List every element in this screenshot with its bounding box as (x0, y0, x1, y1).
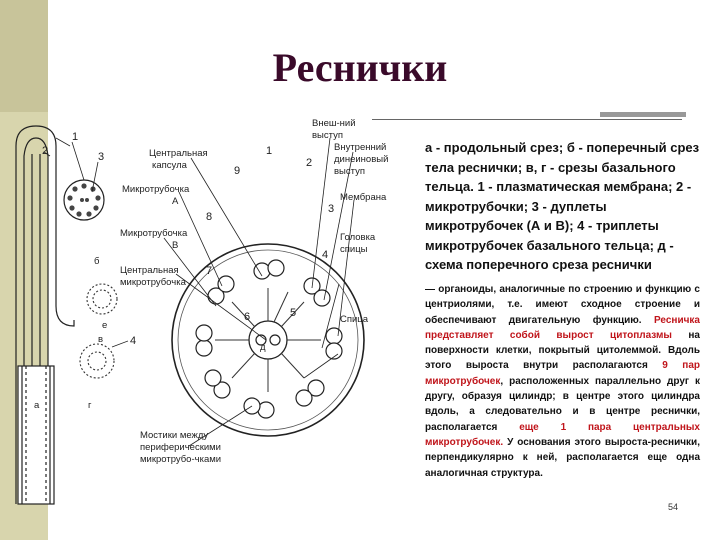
num-ring-1: 1 (266, 145, 273, 157)
cilium-diagram (4, 116, 402, 520)
label-central-microtubule-1: Центральная (120, 265, 179, 276)
figure-caption: а - продольный срез; б - поперечный срез тела реснички; в, г - срезы базального тельца. 1 - плазматическая мембрана; 2 - микротрубочки; 3 - дуплеты микротрубочек (А и В); 4 - триплеты микротрубочек базального тельца; д - схема поперечного среза реснички (425, 140, 700, 272)
num-ring-2: 2 (306, 157, 313, 169)
num-ring-3: 3 (328, 203, 335, 215)
num-2: 2 (42, 145, 49, 157)
slide-title: Реснички (272, 45, 448, 90)
description-text-2: на поверхности клетки, покрытый цитолеммой. Вдоль этого выроста внутри располагаются (425, 329, 700, 372)
label-bridges-3: микротрубо-чками (140, 454, 222, 465)
description-highlight-1: Ресничка представляет собой вырост цитоплазмы (425, 314, 700, 341)
label-inner-arm-3: выступ (334, 166, 365, 177)
letter-b: б (94, 256, 100, 267)
num-ring-8: 8 (206, 211, 213, 223)
label-spoke-head-1: Головка (340, 232, 376, 243)
letter-g: г (88, 400, 92, 411)
leader-1 (56, 138, 70, 146)
num-ring-5: 5 (290, 307, 297, 319)
cross-section-g (80, 344, 114, 378)
letter-a: а (34, 400, 40, 411)
label-outer-arm-1: Внеш-ний (312, 118, 356, 129)
num-ring-4: 4 (322, 249, 329, 261)
label-bridges-2: периферическими (140, 442, 221, 453)
title-divider-line (372, 119, 682, 120)
label-central-capsule-1: Центральная (149, 148, 208, 159)
longitudinal-section (16, 126, 74, 504)
description-paragraph (425, 282, 700, 481)
page-number: 54 (668, 502, 679, 512)
label-inner-arm-1: Внутренний (334, 142, 387, 153)
label-central-capsule-2: капсула (152, 160, 187, 171)
num-ring-9: 9 (234, 165, 241, 177)
label-microtubule-a-1: Микротрубочка (122, 184, 190, 195)
letter-e: е (102, 320, 108, 331)
letter-d: д (260, 342, 266, 353)
leader-1b (72, 142, 84, 180)
description-highlight-2: 9 пар микротрубочек (425, 360, 700, 387)
description-highlight-3: еще 1 пара центральных микротрубочек. (425, 421, 700, 448)
num-3: 3 (98, 151, 105, 163)
letter-v: в (98, 334, 104, 345)
label-spoke-head-2: спицы (340, 244, 368, 255)
leader-4 (112, 341, 128, 347)
cross-section-v (87, 284, 117, 314)
label-microtubule-b-2: В (172, 240, 179, 251)
label-outer-arm-2: выступ (312, 130, 343, 141)
label-spoke: Спица (340, 314, 369, 325)
label-inner-arm-2: динеиновый (334, 154, 389, 165)
num-4: 4 (130, 335, 137, 347)
description-text-3: , расположенных параллельно друг к другу, образуя цилиндр; в центре этого цилиндра вдоль, а следовательно и в центре реснички, располагается (425, 375, 700, 433)
cross-section-b (64, 180, 104, 220)
cross-section-d (172, 244, 364, 436)
label-microtubule-a-2: А (172, 196, 179, 207)
label-membrane: Мембрана (340, 192, 387, 203)
num-ring-7: 7 (206, 265, 213, 277)
description-text-1: — органоиды, аналогичные по строению и функцию с центриолями, т.е. имеют сходное строение и обеспечивают двигательную функцию. (425, 284, 700, 326)
num-ring-6: 6 (244, 311, 251, 323)
title-divider-accent (600, 112, 686, 117)
description-text-4: У основания этого выроста-реснички, перпендикулярно к ней, располагается еще одна аналогичная структура. (425, 436, 700, 479)
num-1: 1 (72, 131, 79, 143)
label-microtubule-b-1: Микротрубочка (120, 228, 188, 239)
label-central-microtubule-2: микротрубочка (120, 277, 186, 288)
label-bridges-1: Мостики между (140, 430, 209, 441)
